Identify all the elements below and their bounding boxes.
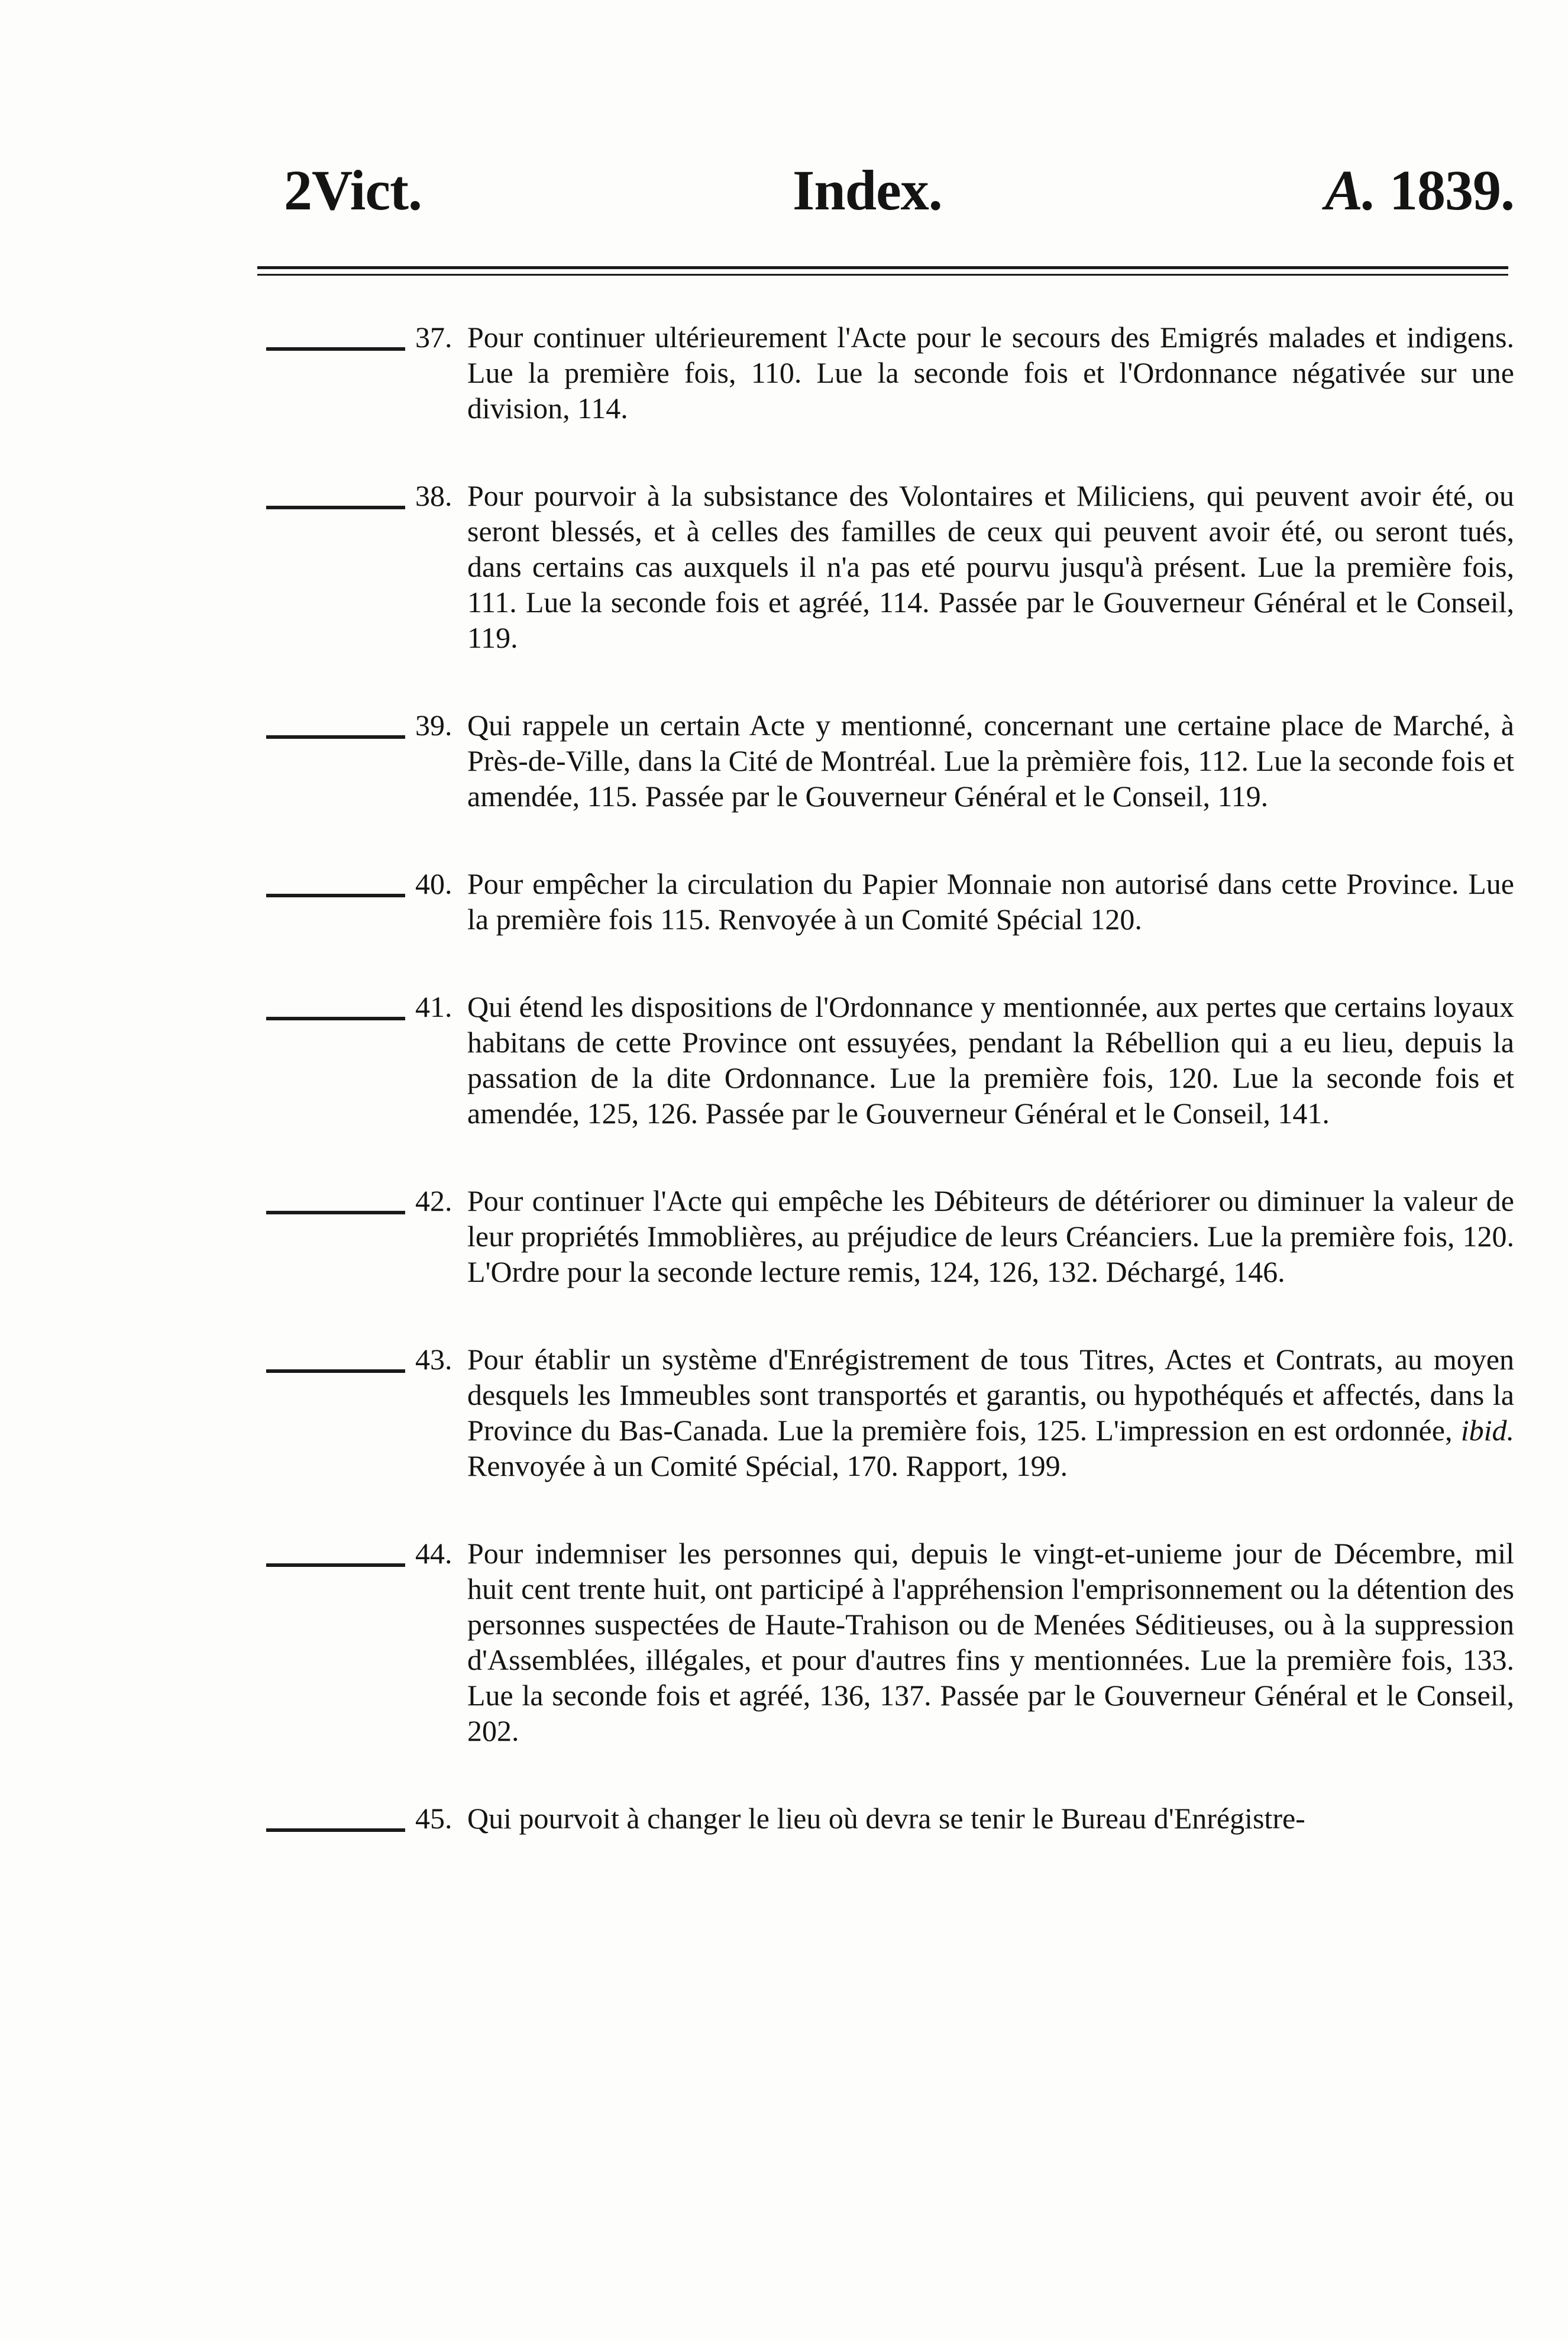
entry-number: 38. xyxy=(415,479,452,512)
index-entry-39 xyxy=(260,707,1514,814)
entry-number: 44. xyxy=(415,1537,452,1570)
header-year xyxy=(1325,155,1514,226)
entry-dash-rule xyxy=(266,1828,405,1832)
index-entry-44 xyxy=(260,1536,1514,1748)
header-rule-thick xyxy=(257,266,1508,269)
entry-dash-rule xyxy=(266,1369,405,1373)
entry-dash-rule xyxy=(266,1017,405,1020)
header-regnal-year: 2Vict. xyxy=(284,159,422,222)
entry-number: 37. xyxy=(415,321,452,354)
entry-text: Pour indemniser les personnes qui, depuis le vingt-et-unieme jour de Décembre, mil huit cent trente huit, ont participé à l'appréhension l'emprisonnement ou la détention des personnes suspectées de Haute-Trahison ou de Menées Séditieuses, ou à la suppression d'Assemblées, illégales, et pour d'autres fins y mentionnées. Lue la première fois, 133. Lue la seconde fois et agréé, 136, 137. Passée par le Gouverneur Général et le Conseil, 202. xyxy=(467,1537,1514,1747)
entry-dash-rule xyxy=(266,1211,405,1214)
entry-dash-rule xyxy=(266,347,405,351)
entry-number: 45. xyxy=(415,1802,452,1835)
index-entry-45 xyxy=(260,1801,1514,1836)
entry-dash-rule xyxy=(266,506,405,509)
running-header xyxy=(284,155,1514,238)
entry-text-part: Renvoyée à un Comité Spécial, 170. Rapport, 199. xyxy=(467,1449,1068,1482)
entry-dash-rule xyxy=(266,735,405,739)
entry-number: 43. xyxy=(415,1343,452,1376)
index-entry-37 xyxy=(260,319,1514,426)
index-entry-38 xyxy=(260,478,1514,655)
entry-text: Qui pourvoit à changer le lieu où devra se tenir le Bureau d'Enrégistre- xyxy=(467,1802,1305,1835)
entry-text: Pour continuer l'Acte qui empêche les Débiteurs de détériorer ou diminuer la valeur de leur propriétés Immoblières, au préjudice de leurs Créanciers. Lue la première fois, 120. L'Ordre pour la seconde lecture remis, 124, 126, 132. Déchargé, 146. xyxy=(467,1184,1514,1288)
entry-number: 40. xyxy=(415,867,452,900)
entry-text: Pour continuer ultérieurement l'Acte pour le secours des Emigrés malades et indigens. Lue la première fois, 110. Lue la seconde fois et l'Ordonnance négativée sur une division, 114. xyxy=(467,321,1514,425)
header-year-number: 1839. xyxy=(1389,159,1514,222)
entry-text xyxy=(467,1342,1514,1483)
entry-number: 39. xyxy=(415,709,452,742)
header-year-abbreviation: A. xyxy=(1324,159,1376,222)
entry-text: Pour empêcher la circulation du Papier Monnaie non autorisé dans cette Province. Lue la première fois 115. Renvoyée à un Comité Spécial 120. xyxy=(467,867,1514,936)
entry-dash-rule xyxy=(266,894,405,897)
entry-text: Pour pourvoir à la subsistance des Volontaires et Miliciens, qui peuvent avoir été, ou seront blessés, et à celles des familles de ceux qui peuvent avoir été, ou seront tués, dans certains cas auxquels il n'a pas eté pourvu jusqu'à présent. Lue la première fois, 111. Lue la seconde fois et agréé, 114. Passée par le Gouverneur Général et le Conseil, 119. xyxy=(467,479,1514,654)
header-rule-thin xyxy=(257,274,1508,276)
entry-text-italic: ibid. xyxy=(1460,1414,1514,1447)
index-entry-42 xyxy=(260,1183,1514,1289)
entry-text: Qui rappele un certain Acte y mentionné, concernant une certaine place de Marché, à Près-de-Ville, dans la Cité de Montréal. Lue la prèmière fois, 112. Lue la seconde fois et amendée, 115. Passée par le Gouverneur Général et le Conseil, 119. xyxy=(467,709,1514,813)
entry-dash-rule xyxy=(266,1563,405,1567)
header-title: Index. xyxy=(793,159,942,222)
entry-text-part: Pour établir un système d'Enrégistrement de tous Titres, Actes et Contrats, au moyen desquels les Immeubles sont transportés et garantis, ou hypothéqués et affectés, dans la Province du Bas-Canada. Lue la première fois, 125. L'impression en est ordonnée, xyxy=(467,1343,1514,1447)
index-entry-40 xyxy=(260,866,1514,937)
index-entry-43 xyxy=(260,1342,1514,1483)
index-entry-list xyxy=(260,319,1514,1888)
entry-text: Qui étend les dispositions de l'Ordonnance y mentionnée, aux pertes que certains loyaux habitans de cette Province ont essuyées, pendant la Rébellion qui a eu lieu, depuis la passation de la dite Ordonnance. Lue la première fois, 120. Lue la seconde fois et amendée, 125, 126. Passée par le Gouverneur Général et le Conseil, 141. xyxy=(467,990,1514,1130)
entry-number: 42. xyxy=(415,1184,452,1217)
index-entry-41 xyxy=(260,989,1514,1131)
entry-number: 41. xyxy=(415,990,452,1023)
